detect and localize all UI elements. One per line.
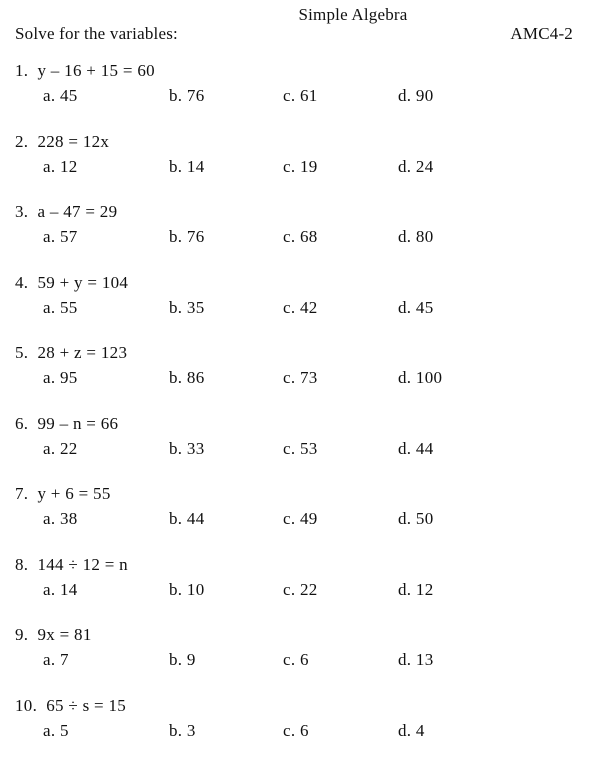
answer-choice-d: d. 90: [398, 86, 434, 106]
answer-choice-d: d. 44: [398, 439, 434, 459]
answer-choice-d: d. 13: [398, 650, 434, 670]
worksheet-code: AMC4-2: [510, 24, 573, 44]
answer-choice-c: c. 6: [283, 721, 309, 741]
answer-choice-c: c. 19: [283, 157, 318, 177]
question-list: [0, 61, 600, 766]
answer-choice-d: d. 24: [398, 157, 434, 177]
answer-choice-d: d. 100: [398, 368, 442, 388]
instructions-text: Solve for the variables:: [15, 24, 178, 44]
question-item: [0, 273, 600, 344]
answer-choice-d: d. 45: [398, 298, 434, 318]
question-problem: 8. 144 ÷ 12 = n: [15, 555, 128, 575]
question-item: [0, 343, 600, 414]
question-item: [0, 484, 600, 555]
question-problem: 4. 59 + y = 104: [15, 273, 128, 293]
question-problem: 7. y + 6 = 55: [15, 484, 111, 504]
question-problem: 3. a – 47 = 29: [15, 202, 117, 222]
question-item: [0, 61, 600, 132]
question-problem: 10. 65 ÷ s = 15: [15, 696, 126, 716]
question-problem: 5. 28 + z = 123: [15, 343, 127, 363]
answer-choice-b: b. 33: [169, 439, 205, 459]
question-item: [0, 132, 600, 203]
answer-choice-a: a. 57: [43, 227, 78, 247]
answer-choice-c: c. 22: [283, 580, 318, 600]
answer-choice-d: d. 4: [398, 721, 425, 741]
answer-choice-d: d. 80: [398, 227, 434, 247]
answer-choice-a: a. 55: [43, 298, 78, 318]
answer-choice-b: b. 44: [169, 509, 205, 529]
question-item: [0, 414, 600, 485]
answer-choice-b: b. 3: [169, 721, 196, 741]
answer-choice-b: b. 14: [169, 157, 205, 177]
answer-choice-a: a. 95: [43, 368, 78, 388]
question-item: [0, 625, 600, 696]
answer-choice-c: c. 61: [283, 86, 318, 106]
answer-choice-b: b. 10: [169, 580, 205, 600]
question-item: [0, 202, 600, 273]
worksheet-title: Simple Algebra: [0, 5, 600, 25]
question-problem: 1. y – 16 + 15 = 60: [15, 61, 155, 81]
answer-choice-c: c. 6: [283, 650, 309, 670]
answer-choice-a: a. 38: [43, 509, 78, 529]
answer-choice-c: c. 42: [283, 298, 318, 318]
answer-choice-d: d. 12: [398, 580, 434, 600]
answer-choice-d: d. 50: [398, 509, 434, 529]
answer-choice-b: b. 86: [169, 368, 205, 388]
question-item: [0, 696, 600, 766]
answer-choice-c: c. 68: [283, 227, 318, 247]
answer-choice-a: a. 14: [43, 580, 78, 600]
answer-choice-b: b. 9: [169, 650, 196, 670]
answer-choice-c: c. 73: [283, 368, 318, 388]
question-problem: 2. 228 = 12x: [15, 132, 109, 152]
answer-choice-a: a. 5: [43, 721, 69, 741]
question-problem: 6. 99 – n = 66: [15, 414, 118, 434]
answer-choice-b: b. 76: [169, 227, 205, 247]
question-item: [0, 555, 600, 626]
answer-choice-c: c. 53: [283, 439, 318, 459]
answer-choice-b: b. 76: [169, 86, 205, 106]
answer-choice-c: c. 49: [283, 509, 318, 529]
question-problem: 9. 9x = 81: [15, 625, 92, 645]
answer-choice-a: a. 7: [43, 650, 69, 670]
answer-choice-a: a. 12: [43, 157, 78, 177]
answer-choice-b: b. 35: [169, 298, 205, 318]
answer-choice-a: a. 45: [43, 86, 78, 106]
answer-choice-a: a. 22: [43, 439, 78, 459]
